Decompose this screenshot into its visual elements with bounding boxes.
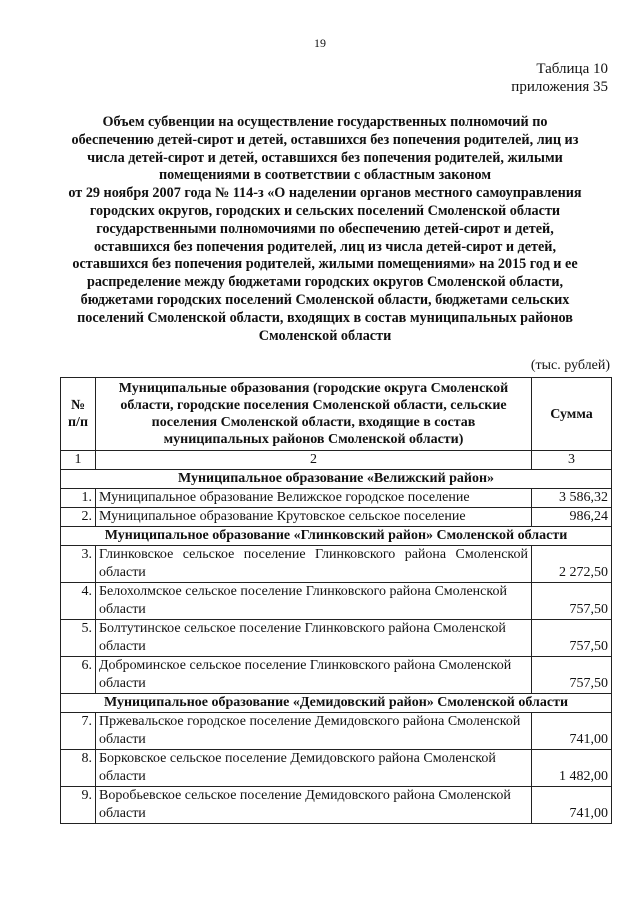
- colnum-3: 3: [532, 451, 612, 470]
- table-row: [61, 489, 612, 508]
- header-sum: Сумма: [532, 378, 612, 451]
- title-line: оставшихся без попечения родителей, лиц из числа детей-сирот и детей,: [93, 238, 557, 255]
- title-line: числа детей-сирот и детей, оставшихся без попечения родителей, жилыми: [87, 149, 563, 166]
- table-row: [61, 620, 612, 657]
- row-name: Белохолмское сельское поселение Глинковского района Смоленской области: [96, 583, 532, 620]
- table-row: [61, 583, 612, 620]
- section-row: [61, 470, 612, 489]
- row-number: 3.: [61, 546, 96, 583]
- section-title: Муниципальное образование «Глинковский район» Смоленской области: [61, 527, 612, 546]
- row-number: 2.: [61, 508, 96, 527]
- row-sum: 741,00: [532, 713, 612, 750]
- row-sum: 2 272,50: [532, 546, 612, 583]
- colnum-1: 1: [61, 451, 96, 470]
- title-line: государственными полномочиями по обеспечению детей-сирот и детей,: [96, 220, 554, 237]
- table-label-line1: Таблица 10: [536, 61, 608, 77]
- table-row: [61, 546, 612, 583]
- section-title: Муниципальное образование «Демидовский район» Смоленской области: [61, 694, 612, 713]
- table-label-line2: приложения 35: [511, 79, 608, 95]
- title-line: бюджетами городских поселений Смоленской области, бюджетами сельских: [80, 291, 570, 308]
- row-sum: 757,50: [532, 583, 612, 620]
- row-sum: 986,24: [532, 508, 612, 527]
- title-line: Объем субвенции на осуществление государственных полномочий по: [102, 114, 548, 130]
- title-line: обеспечению детей-сирот и детей, оставшихся без попечения родителей, лиц из: [71, 131, 579, 148]
- table-row: [61, 508, 612, 527]
- table-header-row: [61, 378, 612, 451]
- row-number: 9.: [61, 787, 96, 824]
- colnum-2: 2: [96, 451, 532, 470]
- header-num: № п/п: [61, 378, 96, 451]
- row-name: Болтутинское сельское поселение Глинковского района Смоленской области: [96, 620, 532, 657]
- row-sum: 3 586,32: [532, 489, 612, 508]
- row-name: Доброминское сельское поселение Глинковского района Смоленской области: [96, 657, 532, 694]
- row-number: 7.: [61, 713, 96, 750]
- row-number: 6.: [61, 657, 96, 694]
- row-name: Воробьевское сельское поселение Демидовского района Смоленской области: [96, 787, 532, 824]
- table-row: [61, 657, 612, 694]
- subvention-table: [60, 377, 612, 824]
- title-line: от 29 ноября 2007 года № 114-з «О наделении органов местного самоуправления: [68, 185, 582, 202]
- column-number-row: [61, 451, 612, 470]
- row-number: 5.: [61, 620, 96, 657]
- header-name: Муниципальные образования (городские округа Смоленской области, городские поселения Смоленской области, сельские поселения Смоленской области, входящие в состав муниципальных районов Смоленской области): [96, 378, 532, 451]
- row-number: 1.: [61, 489, 96, 508]
- table-label: [511, 60, 608, 96]
- title-line: городских округов, городских и сельских поселений Смоленской области: [89, 202, 561, 219]
- page-number: 19: [314, 36, 326, 50]
- title-line: распределение между бюджетами городских округов Смоленской области,: [86, 274, 564, 291]
- row-name: Муниципальное образование Велижское городское поселение: [96, 489, 532, 508]
- row-name: Муниципальное образование Крутовское сельское поселение: [96, 508, 532, 527]
- title-line: оставшихся без попечения родителей, жилыми помещениями» на 2015 год и ее: [72, 256, 578, 273]
- row-sum: 757,50: [532, 620, 612, 657]
- row-sum: 757,50: [532, 657, 612, 694]
- row-number: 8.: [61, 750, 96, 787]
- section-row: [61, 694, 612, 713]
- units-label: (тыс. рублей): [530, 358, 610, 373]
- section-title: Муниципальное образование «Велижский район»: [61, 470, 612, 489]
- table-row: [61, 750, 612, 787]
- table-row: [61, 713, 612, 750]
- row-name: Борковское сельское поселение Демидовского района Смоленской области: [96, 750, 532, 787]
- row-name: Пржевальское городское поселение Демидовского района Смоленской области: [96, 713, 532, 750]
- title-line: Смоленской области: [258, 327, 392, 344]
- row-name: Глинковское сельское поселение Глинковского района Смоленской области: [96, 546, 532, 583]
- title-line: помещениями в соответствии с областным законом: [158, 167, 492, 184]
- table-row: [61, 787, 612, 824]
- title-line: поселений Смоленской области, входящих в состав муниципальных районов: [77, 309, 573, 326]
- row-sum: 1 482,00: [532, 750, 612, 787]
- document-title: [40, 114, 610, 345]
- row-number: 4.: [61, 583, 96, 620]
- row-sum: 741,00: [532, 787, 612, 824]
- section-row: [61, 527, 612, 546]
